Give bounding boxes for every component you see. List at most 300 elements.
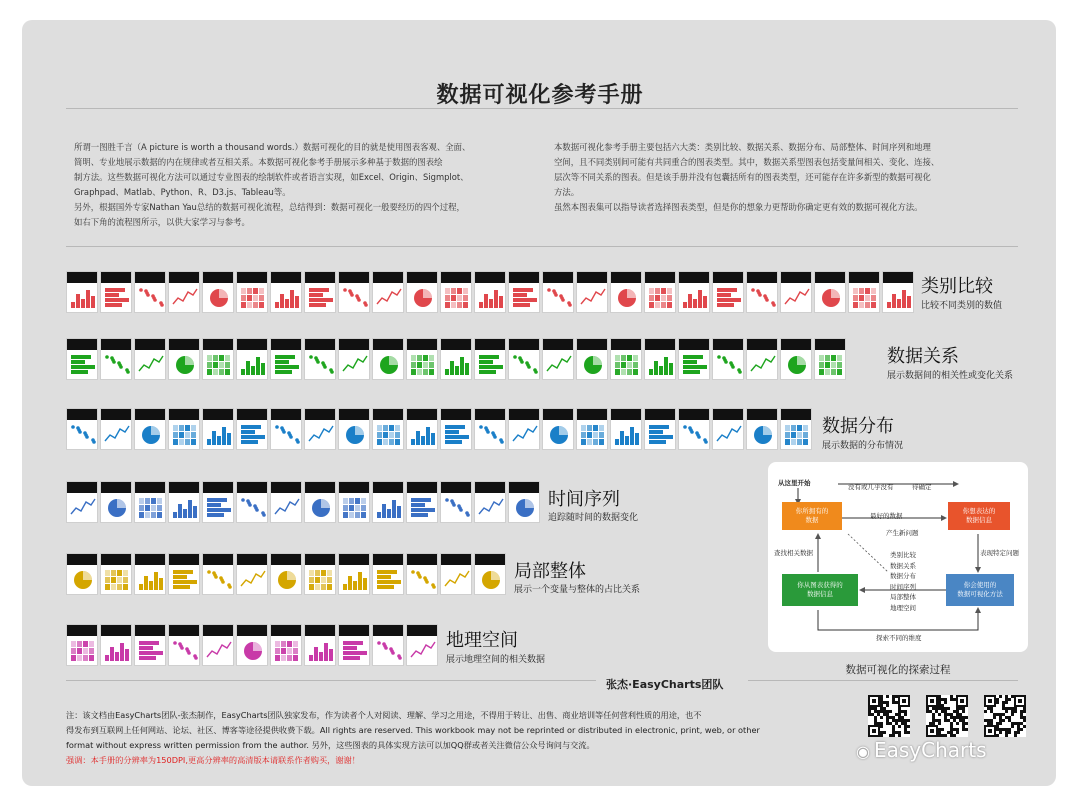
category-row-geospatial [66, 624, 440, 666]
chart-thumbnail-caption [135, 339, 165, 350]
chart-thumbnail-image [70, 639, 94, 662]
chart-thumbnail-caption [543, 409, 573, 420]
chart-thumbnail-card [542, 271, 574, 313]
chart-thumbnail-card [66, 553, 98, 595]
chart-thumbnail-image [410, 568, 434, 591]
chart-thumbnail-card [712, 271, 744, 313]
chart-thumbnail-card [202, 624, 234, 666]
chart-thumbnail-card [338, 271, 370, 313]
chart-thumbnail-image [172, 353, 196, 376]
chart-thumbnail-caption [407, 409, 437, 420]
flow-edge-none: 没有或几乎没有 [848, 483, 894, 491]
chart-thumbnail-image [784, 353, 808, 376]
chart-thumbnail-card [780, 338, 812, 380]
chart-thumbnail-caption [203, 625, 233, 636]
chart-thumbnail-card [440, 338, 472, 380]
chart-thumbnail-image [580, 353, 604, 376]
chart-thumbnail-image [410, 496, 434, 519]
chart-thumbnail-image [648, 286, 672, 309]
chart-thumbnail-caption [203, 272, 233, 283]
chart-thumbnail-image [648, 353, 672, 376]
flow-edge-find: 查找相关数据 [774, 549, 813, 557]
chart-thumbnail-caption [339, 339, 369, 350]
chart-thumbnail-caption [169, 625, 199, 636]
chart-thumbnail-caption [101, 482, 131, 493]
chart-thumbnail-caption [611, 339, 641, 350]
chart-thumbnail-image [546, 423, 570, 446]
chart-thumbnail-image [512, 286, 536, 309]
chart-thumbnail-caption [135, 272, 165, 283]
chart-thumbnail-image [478, 423, 502, 446]
chart-thumbnail-caption [441, 272, 471, 283]
footer-divider-right [748, 680, 1018, 681]
brand-watermark: ◉ EasyCharts [856, 738, 987, 762]
chart-thumbnail-caption [305, 554, 335, 565]
chart-thumbnail-caption [237, 482, 267, 493]
chart-thumbnail-card [440, 271, 472, 313]
chart-thumbnail-card [644, 338, 676, 380]
chart-thumbnail-image [410, 286, 434, 309]
chart-thumbnail-image [376, 568, 400, 591]
chart-thumbnail-image [240, 568, 264, 591]
chart-thumbnail-card [780, 271, 812, 313]
chart-thumbnail-caption [101, 272, 131, 283]
category-title-geospatial: 地理空间 [446, 630, 518, 651]
chart-thumbnail-card [338, 481, 370, 523]
chart-thumbnail-caption [135, 482, 165, 493]
chart-thumbnail-caption [305, 409, 335, 420]
chart-thumbnail-caption [237, 339, 267, 350]
chart-thumbnail-caption [407, 482, 437, 493]
chart-thumbnail-image [818, 353, 842, 376]
flow-box-get: 你从图表获得的 数据信息 [782, 574, 858, 606]
flow-edge-explore: 探索不同的维度 [876, 634, 922, 642]
chart-thumbnail-image [546, 353, 570, 376]
chart-thumbnail-caption [101, 339, 131, 350]
category-title-timeseries: 时间序列 [548, 489, 620, 510]
chart-thumbnail-image [444, 286, 468, 309]
chart-thumbnail-card [134, 553, 166, 595]
chart-thumbnail-image [172, 423, 196, 446]
chart-thumbnail-image [342, 568, 366, 591]
chart-thumbnail-card [678, 338, 710, 380]
chart-thumbnail-card [338, 338, 370, 380]
chart-thumbnail-card [66, 624, 98, 666]
chart-thumbnail-card [474, 408, 506, 450]
category-row-partwhole [66, 553, 508, 595]
chart-thumbnail-card [304, 408, 336, 450]
chart-thumbnail-card [100, 338, 132, 380]
chart-thumbnail-image [172, 568, 196, 591]
chart-thumbnail-card [270, 338, 302, 380]
chart-thumbnail-card [270, 271, 302, 313]
chart-thumbnail-image [70, 286, 94, 309]
chart-thumbnail-caption [713, 339, 743, 350]
chart-thumbnail-caption [271, 554, 301, 565]
chart-thumbnail-image [70, 353, 94, 376]
chart-thumbnail-card [406, 338, 438, 380]
chart-thumbnail-card [100, 408, 132, 450]
chart-thumbnail-image [172, 639, 196, 662]
chart-thumbnail-caption [203, 554, 233, 565]
chart-thumbnail-card [338, 553, 370, 595]
flow-edge-uncertain: 待确定 [912, 483, 932, 491]
chart-thumbnail-image [308, 639, 332, 662]
chart-thumbnail-caption [543, 339, 573, 350]
chart-thumbnail-caption [67, 625, 97, 636]
chart-thumbnail-caption [339, 272, 369, 283]
chart-thumbnail-image [410, 423, 434, 446]
chart-thumbnail-image [614, 423, 638, 446]
chart-thumbnail-caption [373, 554, 403, 565]
chart-thumbnail-image [138, 286, 162, 309]
chart-thumbnail-caption [475, 339, 505, 350]
chart-thumbnail-image [240, 286, 264, 309]
chart-thumbnail-caption [373, 625, 403, 636]
chart-thumbnail-image [376, 496, 400, 519]
chart-thumbnail-caption [373, 409, 403, 420]
category-title-distribution: 数据分布 [822, 416, 894, 437]
chart-thumbnail-image [240, 423, 264, 446]
chart-thumbnail-image [104, 423, 128, 446]
chart-thumbnail-image [750, 353, 774, 376]
chart-thumbnail-caption [169, 554, 199, 565]
footer-emphasis: 强调：本手册的分辨率为150DPI,更高分辨率的高清版本请联系作者购买，谢谢！ [66, 755, 360, 765]
chart-thumbnail-card [236, 338, 268, 380]
chart-thumbnail-caption [441, 554, 471, 565]
chart-thumbnail-card [236, 271, 268, 313]
chart-thumbnail-image [614, 286, 638, 309]
chart-thumbnail-card [168, 338, 200, 380]
chart-thumbnail-image [274, 496, 298, 519]
flow-box-want: 你想表达的 数据信息 [948, 502, 1010, 530]
chart-thumbnail-image [478, 496, 502, 519]
chart-thumbnail-caption [271, 482, 301, 493]
chart-thumbnail-card [814, 271, 846, 313]
page-title: 数据可视化参考手册 [436, 83, 644, 108]
chart-thumbnail-caption [747, 409, 777, 420]
chart-thumbnail-caption [781, 339, 811, 350]
category-title-relationship: 数据关系 [887, 346, 959, 367]
chart-thumbnail-caption [407, 339, 437, 350]
chart-thumbnail-image [172, 286, 196, 309]
chart-thumbnail-caption [407, 625, 437, 636]
chart-thumbnail-image [308, 353, 332, 376]
chart-thumbnail-image [716, 423, 740, 446]
chart-thumbnail-caption [271, 339, 301, 350]
chart-thumbnail-caption [169, 272, 199, 283]
chart-thumbnail-image [308, 568, 332, 591]
chart-thumbnail-card [542, 408, 574, 450]
chart-thumbnail-image [614, 353, 638, 376]
chart-thumbnail-card [304, 271, 336, 313]
chart-thumbnail-card [372, 338, 404, 380]
chart-thumbnail-card [474, 553, 506, 595]
chart-thumbnail-caption [339, 625, 369, 636]
chart-thumbnail-image [784, 423, 808, 446]
chart-thumbnail-image [308, 423, 332, 446]
chart-thumbnail-image [104, 286, 128, 309]
chart-thumbnail-image [274, 286, 298, 309]
chart-thumbnail-card [372, 481, 404, 523]
chart-thumbnail-card [882, 271, 914, 313]
chart-thumbnail-caption [509, 482, 539, 493]
chart-thumbnail-card [678, 271, 710, 313]
chart-thumbnail-card [712, 338, 744, 380]
chart-thumbnail-image [376, 353, 400, 376]
chart-thumbnail-caption [577, 339, 607, 350]
chart-thumbnail-image [852, 286, 876, 309]
chart-thumbnail-caption [441, 409, 471, 420]
chart-thumbnail-image [478, 286, 502, 309]
chart-thumbnail-caption [203, 409, 233, 420]
flow-start-label: 从这里开始 [778, 479, 811, 487]
chart-thumbnail-caption [441, 482, 471, 493]
category-title-comparison: 类别比较 [921, 276, 993, 297]
flow-edge-express: 表现特定问题 [980, 549, 1019, 557]
flow-edge-new: 产生新问题 [886, 529, 919, 537]
chart-thumbnail-card [66, 338, 98, 380]
category-row-timeseries [66, 481, 542, 523]
chart-thumbnail-caption [169, 339, 199, 350]
chart-thumbnail-caption [509, 409, 539, 420]
chart-thumbnail-card [746, 271, 778, 313]
footer-divider-left [66, 680, 596, 681]
chart-thumbnail-image [342, 639, 366, 662]
chart-thumbnail-card [202, 408, 234, 450]
chart-thumbnail-card [474, 481, 506, 523]
chart-thumbnail-card [372, 408, 404, 450]
chart-thumbnail-card [576, 271, 608, 313]
chart-thumbnail-caption [373, 272, 403, 283]
chart-thumbnail-caption [203, 482, 233, 493]
chart-thumbnail-image [444, 496, 468, 519]
chart-thumbnail-image [376, 639, 400, 662]
chart-thumbnail-card [168, 271, 200, 313]
chart-thumbnail-image [580, 423, 604, 446]
chart-thumbnail-image [70, 568, 94, 591]
chart-thumbnail-image [682, 353, 706, 376]
chart-thumbnail-image [138, 496, 162, 519]
chart-thumbnail-card [66, 481, 98, 523]
chart-thumbnail-card [474, 338, 506, 380]
chart-thumbnail-card [508, 408, 540, 450]
chart-thumbnail-caption [611, 409, 641, 420]
chart-thumbnail-image [750, 423, 774, 446]
chart-thumbnail-caption [713, 272, 743, 283]
chart-thumbnail-card [202, 271, 234, 313]
category-title-partwhole: 局部整体 [514, 561, 586, 582]
chart-thumbnail-caption [509, 339, 539, 350]
chart-thumbnail-image [444, 423, 468, 446]
chart-thumbnail-caption [645, 272, 675, 283]
chart-thumbnail-caption [781, 272, 811, 283]
chart-thumbnail-card [508, 338, 540, 380]
chart-thumbnail-image [138, 423, 162, 446]
chart-thumbnail-caption [169, 482, 199, 493]
chart-thumbnail-image [478, 353, 502, 376]
chart-thumbnail-card [406, 271, 438, 313]
chart-thumbnail-card [270, 624, 302, 666]
category-row-relationship [66, 338, 848, 380]
category-row-comparison [66, 271, 916, 313]
chart-thumbnail-card [644, 271, 676, 313]
chart-thumbnail-card [440, 408, 472, 450]
category-desc-relationship: 展示数据间的相关性或变化关系 [887, 371, 1014, 381]
chart-thumbnail-card [100, 624, 132, 666]
chart-thumbnail-caption [475, 409, 505, 420]
chart-thumbnail-image [818, 286, 842, 309]
chart-thumbnail-image [206, 568, 230, 591]
chart-thumbnail-caption [101, 625, 131, 636]
chart-thumbnail-card [168, 624, 200, 666]
chart-thumbnail-card [372, 553, 404, 595]
chart-thumbnail-caption [781, 409, 811, 420]
chart-thumbnail-caption [305, 625, 335, 636]
category-desc-geospatial: 展示地理空间的相关数据 [446, 655, 546, 665]
chart-thumbnail-caption [509, 272, 539, 283]
chart-thumbnail-caption [747, 272, 777, 283]
chart-thumbnail-image [104, 568, 128, 591]
chart-thumbnail-caption [577, 409, 607, 420]
chart-thumbnail-card [202, 481, 234, 523]
chart-thumbnail-card [372, 624, 404, 666]
chart-thumbnail-card [168, 408, 200, 450]
chart-thumbnail-caption [475, 554, 505, 565]
chart-thumbnail-image [716, 353, 740, 376]
chart-thumbnail-image [478, 568, 502, 591]
chart-thumbnail-card [304, 338, 336, 380]
chart-thumbnail-card [474, 271, 506, 313]
chart-thumbnail-card [542, 338, 574, 380]
chart-thumbnail-caption [271, 409, 301, 420]
chart-thumbnail-image [206, 353, 230, 376]
chart-thumbnail-card [508, 481, 540, 523]
chart-thumbnail-image [206, 639, 230, 662]
chart-thumbnail-image [104, 639, 128, 662]
qr-code-2 [926, 695, 968, 737]
chart-thumbnail-caption [101, 409, 131, 420]
chart-thumbnail-card [134, 408, 166, 450]
chart-thumbnail-card [848, 271, 880, 313]
chart-thumbnail-caption [577, 272, 607, 283]
chart-thumbnail-card [100, 481, 132, 523]
chart-thumbnail-caption [475, 272, 505, 283]
chart-thumbnail-image [444, 353, 468, 376]
chart-thumbnail-image [206, 496, 230, 519]
chart-thumbnail-card [202, 338, 234, 380]
chart-thumbnail-card [134, 338, 166, 380]
chart-thumbnail-card [134, 481, 166, 523]
chart-thumbnail-card [304, 481, 336, 523]
chart-thumbnail-card [780, 408, 812, 450]
chart-thumbnail-card [678, 408, 710, 450]
chart-thumbnail-card [270, 408, 302, 450]
chart-thumbnail-card [712, 408, 744, 450]
chart-thumbnail-image [342, 496, 366, 519]
chart-thumbnail-image [376, 286, 400, 309]
chart-thumbnail-image [70, 423, 94, 446]
chart-thumbnail-caption [271, 272, 301, 283]
qr-code-3 [984, 695, 1026, 737]
chart-thumbnail-card [202, 553, 234, 595]
chart-thumbnail-card [168, 481, 200, 523]
chart-thumbnail-image [240, 496, 264, 519]
chart-thumbnail-card [576, 338, 608, 380]
chart-thumbnail-caption [373, 339, 403, 350]
chart-thumbnail-caption [135, 554, 165, 565]
chart-thumbnail-image [410, 639, 434, 662]
chart-thumbnail-card [270, 481, 302, 523]
chart-thumbnail-caption [305, 272, 335, 283]
chart-thumbnail-caption [883, 272, 913, 283]
chart-thumbnail-card [236, 408, 268, 450]
chart-thumbnail-caption [679, 272, 709, 283]
chart-thumbnail-caption [441, 339, 471, 350]
chart-thumbnail-image [342, 423, 366, 446]
chart-thumbnail-caption [101, 554, 131, 565]
chart-thumbnail-image [682, 286, 706, 309]
intro-left: 所谓一图胜千言（A picture is worth a thousand words.）数据可视化的目的就是使用图表客观、全面、 简明、专业地展示数据的内在规律或者互相关系。本数据可视化参考手册展示多种基于数据的图表绘 制方法。这些数据可视化方法可以通过专业图表的绘制软件或者语言实现，如Excel、Origin、Sigmplot、 Graphpad、Matlab、Python、R、D3.js、Tableau等。 另外，根据国外专家Nathan Yau总结的数据可视化流程，总结得到：数据可视化一般要经历的四个过程， 如右下角的流程图所示，以供大家学习与参考。 [74, 142, 471, 227]
chart-thumbnail-caption [305, 482, 335, 493]
chart-thumbnail-caption [543, 272, 573, 283]
chart-thumbnail-caption [815, 272, 845, 283]
chart-thumbnail-image [716, 286, 740, 309]
chart-thumbnail-image [410, 353, 434, 376]
flow-types: 类别比较 数据关系 数据分布 时间序列 局部整体 地理空间 [890, 551, 916, 612]
intro-divider [66, 246, 1018, 247]
flow-caption: 数据可视化的探索过程 [845, 664, 951, 676]
chart-thumbnail-card [66, 271, 98, 313]
chart-thumbnail-image [206, 423, 230, 446]
chart-thumbnail-image [886, 286, 910, 309]
chart-thumbnail-caption [407, 554, 437, 565]
chart-thumbnail-card [576, 408, 608, 450]
author-label: 张杰·EasyCharts团队 [606, 678, 724, 691]
flow-edge-best: 最好的数据 [870, 512, 903, 520]
chart-thumbnail-caption [237, 409, 267, 420]
chart-thumbnail-image [138, 353, 162, 376]
chart-thumbnail-caption [339, 554, 369, 565]
chart-thumbnail-caption [237, 625, 267, 636]
intro-right: 本数据可视化参考手册主要包括六大类：类别比较、数据关系、数据分布、局部整体、时间序列和地理 空间，且不同类别间可能有共同重合的图表类型。其中，数据关系型图表包括变量间相关、变化、连接、 层次等不同关系的图表。但是该手册并没有包囊括所有的图表类型，还可能存在许多新型的数据可视化 方法。 虽然本图表集可以指导读者选择图表类型，但是你的想象力更帮助你确定更有效的数据可视化方法。 [554, 142, 940, 212]
chart-thumbnail-card [66, 408, 98, 450]
category-row-distribution [66, 408, 814, 450]
chart-thumbnail-caption [679, 339, 709, 350]
chart-thumbnail-image [274, 353, 298, 376]
chart-thumbnail-card [406, 553, 438, 595]
chart-thumbnail-card [610, 271, 642, 313]
chart-thumbnail-image [784, 286, 808, 309]
chart-thumbnail-caption [815, 339, 845, 350]
chart-thumbnail-caption [475, 482, 505, 493]
chart-thumbnail-image [172, 496, 196, 519]
chart-thumbnail-caption [67, 409, 97, 420]
chart-thumbnail-image [240, 639, 264, 662]
chart-thumbnail-caption [67, 482, 97, 493]
chart-thumbnail-card [134, 271, 166, 313]
wechat-icon: ◉ [856, 742, 870, 761]
exploration-flowchart [768, 462, 1028, 652]
chart-thumbnail-caption [135, 409, 165, 420]
chart-thumbnail-image [274, 568, 298, 591]
chart-thumbnail-card [338, 624, 370, 666]
chart-thumbnail-card [406, 624, 438, 666]
chart-thumbnail-image [138, 568, 162, 591]
chart-thumbnail-card [746, 408, 778, 450]
chart-thumbnail-card [440, 553, 472, 595]
chart-thumbnail-image [512, 496, 536, 519]
